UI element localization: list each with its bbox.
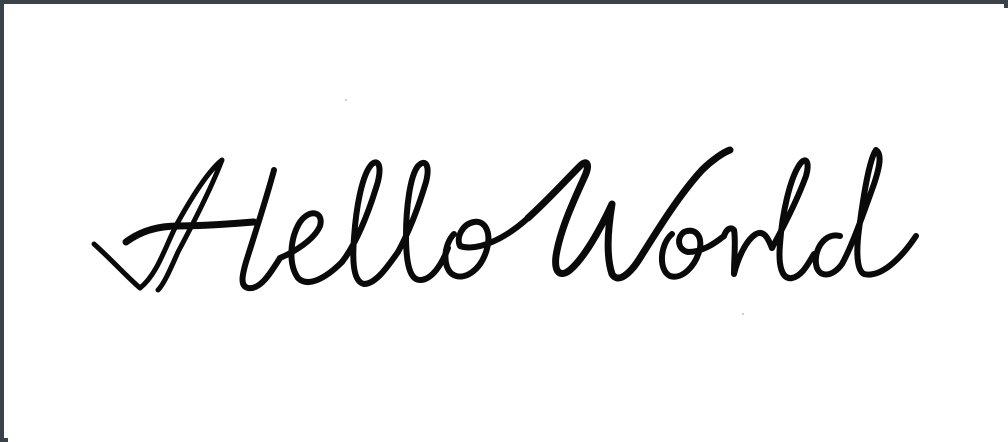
- handwritten-signature: [8, 8, 1008, 442]
- letter-o-world: [662, 231, 724, 277]
- letter-h-stem: [243, 170, 281, 288]
- letter-w: [528, 150, 730, 278]
- paper-area: [8, 8, 1008, 442]
- paper-speck: [742, 313, 744, 315]
- letter-l-second: [398, 163, 448, 280]
- letter-l-first: [342, 162, 398, 284]
- letter-o: [445, 218, 528, 277]
- letter-r: [724, 228, 772, 274]
- letter-e: [280, 213, 342, 282]
- paper-speck: [345, 99, 347, 101]
- letter-l-world: [772, 160, 814, 278]
- letter-d: [816, 150, 916, 275]
